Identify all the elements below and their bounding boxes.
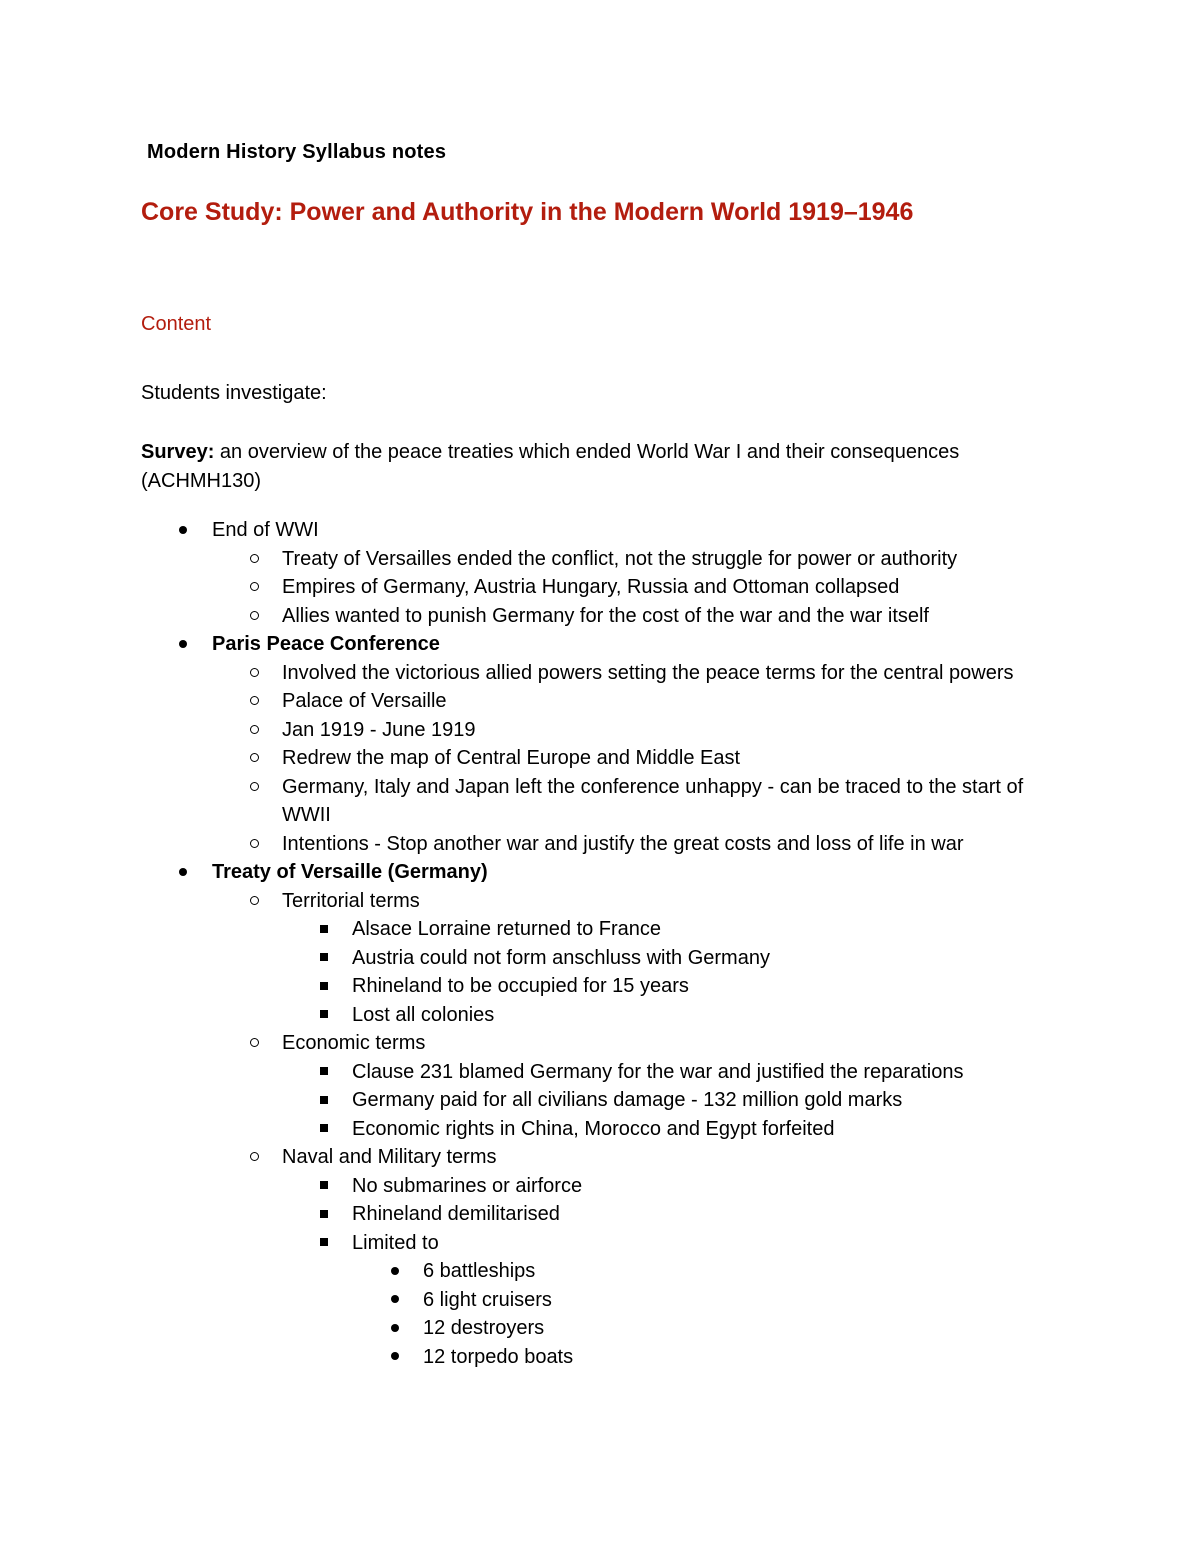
list-item-label: Paris Peace Conference <box>212 633 440 655</box>
bullet-dot-icon <box>176 630 190 659</box>
list-item <box>0 1343 1200 1372</box>
intro-text: Students investigate: <box>141 382 327 404</box>
bullet-circle-icon <box>247 602 261 631</box>
notes-outline <box>0 516 1200 1371</box>
list-item <box>0 915 1200 944</box>
bullet-circle-icon <box>247 773 261 802</box>
list-item <box>0 1257 1200 1286</box>
bullet-circle-icon <box>247 716 261 745</box>
list-item <box>0 1229 1200 1258</box>
list-item <box>0 1001 1200 1030</box>
bullet-square-icon <box>317 944 331 973</box>
core-study-heading: Core Study: Power and Authority in the Modern World 1919–1946 <box>141 198 914 226</box>
list-item <box>0 545 1200 574</box>
bullet-square-icon <box>317 915 331 944</box>
list-item-text: Austria could not form anschluss with Germany <box>352 946 770 969</box>
list-item <box>0 1314 1200 1343</box>
bullet-circle-icon <box>247 887 261 916</box>
list-item-text: No submarines or airforce <box>352 1174 583 1197</box>
list-item-text: Germany paid for all civilians damage - 132 million gold marks <box>352 1089 903 1111</box>
list-item <box>0 602 1200 631</box>
bullet-square-icon <box>317 1086 331 1115</box>
list-item <box>0 630 1200 659</box>
list-item-text: Clause 231 blamed Germany for the war and justified the reparations <box>352 1060 964 1083</box>
list-item-text: Alsace Lorraine returned to France <box>352 918 662 940</box>
list-item <box>0 1172 1200 1201</box>
list-item <box>0 1115 1200 1144</box>
list-item-text: Palace of Versaille <box>282 690 447 712</box>
content-heading: Content <box>141 313 212 335</box>
list-item-label: End of WWI <box>212 519 319 541</box>
list-item-label: Economic terms <box>282 1032 426 1054</box>
list-item <box>0 716 1200 745</box>
bullet-dot-icon <box>176 516 190 545</box>
bullet-circle-icon <box>247 1143 261 1172</box>
list-item-text: Involved the victorious allied powers setting the peace terms for the central powers <box>282 661 1014 684</box>
list-item-text: Intentions - Stop another war and justify the great costs and loss of life in war <box>282 832 964 855</box>
document-title: Modern History Syllabus notes <box>147 141 447 163</box>
bullet-square-icon <box>317 1115 331 1144</box>
list-item <box>0 830 1200 859</box>
list-item <box>0 944 1200 973</box>
bullet-circle-icon <box>247 687 261 716</box>
list-item <box>0 687 1200 716</box>
bullet-square-icon <box>317 1229 331 1258</box>
list-item-text: 6 light cruisers <box>423 1288 552 1311</box>
list-item <box>0 972 1200 1001</box>
list-item-text: Redrew the map of Central Europe and Middle East <box>282 747 741 769</box>
list-item-text: 12 destroyers <box>423 1317 545 1339</box>
list-item <box>0 573 1200 602</box>
survey-label: Survey: <box>141 441 215 463</box>
list-item-text: Rhineland to be occupied for 15 years <box>352 975 689 997</box>
list-item-label: Treaty of Versaille (Germany) <box>212 861 488 883</box>
bullet-dot-icon <box>388 1314 402 1343</box>
survey-text: an overview of the peace treaties which ended World War I and their consequences (ACHMH130) <box>141 441 960 492</box>
bullet-circle-icon <box>247 545 261 574</box>
list-item-text: Economic rights in China, Morocco and Egypt forfeited <box>352 1117 835 1140</box>
bullet-circle-icon <box>247 573 261 602</box>
list-item-label: Territorial terms <box>282 889 420 912</box>
bullet-square-icon <box>317 1172 331 1201</box>
bullet-square-icon <box>317 972 331 1001</box>
list-item-text: Jan 1919 - June 1919 <box>282 718 476 741</box>
list-item <box>0 516 1200 545</box>
list-item <box>0 1086 1200 1115</box>
bullet-circle-icon <box>247 744 261 773</box>
list-item <box>0 887 1200 916</box>
list-item <box>0 1143 1200 1172</box>
bullet-dot-icon <box>388 1286 402 1315</box>
list-item <box>0 1200 1200 1229</box>
bullet-dot-icon <box>388 1257 402 1286</box>
bullet-circle-icon <box>247 659 261 688</box>
bullet-square-icon <box>317 1200 331 1229</box>
list-item <box>0 744 1200 773</box>
list-item-text: Treaty of Versailles ended the conflict, not the struggle for power or authority <box>282 547 958 570</box>
bullet-dot-icon <box>388 1343 402 1372</box>
list-item <box>0 1029 1200 1058</box>
list-item-text: Germany, Italy and Japan left the conference unhappy - can be traced to the start of WWII <box>282 775 1024 826</box>
bullet-dot-icon <box>176 858 190 887</box>
list-item <box>0 659 1200 688</box>
bullet-circle-icon <box>247 830 261 859</box>
list-item-text: 12 torpedo boats <box>423 1345 574 1368</box>
list-item-text: Allies wanted to punish Germany for the cost of the war and the war itself <box>282 604 929 627</box>
list-item <box>0 858 1200 887</box>
list-item <box>0 1058 1200 1087</box>
bullet-circle-icon <box>247 1029 261 1058</box>
list-item-text: Rhineland demilitarised <box>352 1203 560 1225</box>
bullet-square-icon <box>317 1001 331 1030</box>
survey-paragraph <box>141 438 1041 495</box>
bullet-square-icon <box>317 1058 331 1087</box>
list-item <box>0 773 1200 830</box>
list-item-text: Limited to <box>352 1231 439 1254</box>
list-item-text: Lost all colonies <box>352 1003 495 1026</box>
list-item-label: Naval and Military terms <box>282 1146 497 1168</box>
list-item-text: Empires of Germany, Austria Hungary, Russia and Ottoman collapsed <box>282 576 900 598</box>
list-item <box>0 1286 1200 1315</box>
list-item-text: 6 battleships <box>423 1260 536 1282</box>
